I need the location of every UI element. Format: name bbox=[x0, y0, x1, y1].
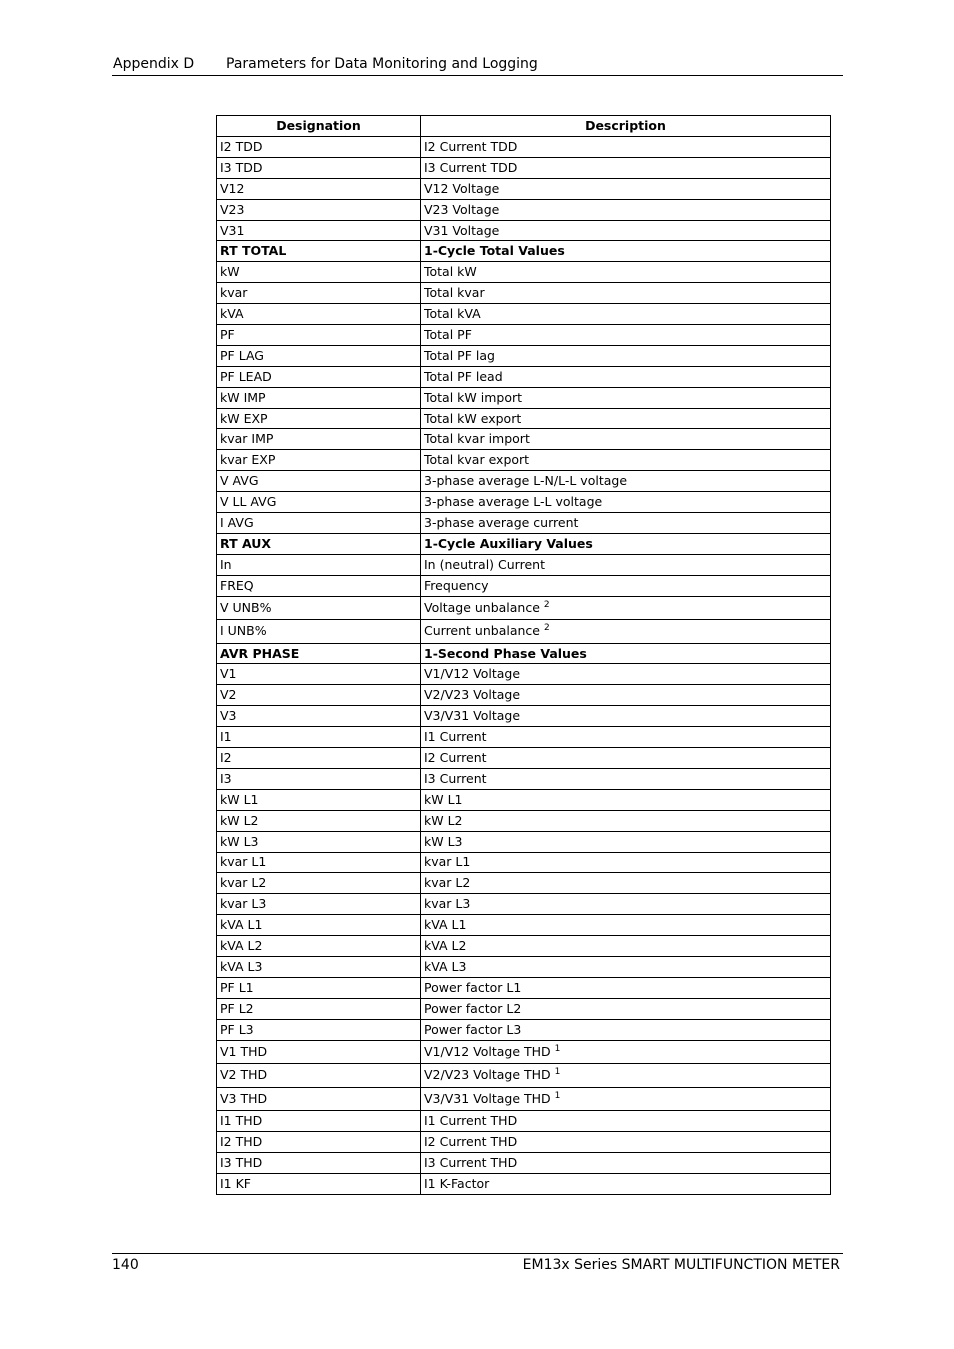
designation-cell: V UNB% bbox=[217, 596, 421, 620]
designation-cell: V3 bbox=[217, 706, 421, 727]
designation-cell: V AVG bbox=[217, 471, 421, 492]
table-row bbox=[217, 1040, 831, 1064]
designation-cell: I1 bbox=[217, 727, 421, 748]
description-cell bbox=[421, 1173, 831, 1194]
description-text: kW L2 bbox=[424, 812, 463, 828]
description-text: I2 Current THD bbox=[424, 1133, 518, 1149]
description-cell bbox=[421, 852, 831, 873]
description-text: V1/V12 Voltage THD bbox=[424, 1043, 551, 1059]
description-cell bbox=[421, 1040, 831, 1064]
section-row bbox=[217, 643, 831, 664]
table-row bbox=[217, 977, 831, 998]
description-cell bbox=[421, 220, 831, 241]
description-cell bbox=[421, 831, 831, 852]
designation-cell: I2 THD bbox=[217, 1131, 421, 1152]
description-cell bbox=[421, 450, 831, 471]
table-row bbox=[217, 831, 831, 852]
description-text: Total kvar bbox=[424, 285, 485, 301]
table-row bbox=[217, 1087, 831, 1111]
table-row bbox=[217, 1111, 831, 1132]
table-row bbox=[217, 727, 831, 748]
description-cell bbox=[421, 178, 831, 199]
description-cell bbox=[421, 1087, 831, 1111]
description-text: Total kW bbox=[424, 264, 477, 280]
description-text: V1/V12 Voltage bbox=[424, 666, 521, 682]
designation-cell: PF LEAD bbox=[217, 366, 421, 387]
description-text: 3-phase average current bbox=[424, 514, 579, 530]
description-text: 1-Cycle Total Values bbox=[424, 243, 565, 259]
description-text: kvar L1 bbox=[424, 854, 471, 870]
designation-cell: V3 THD bbox=[217, 1087, 421, 1111]
designation-cell: kvar bbox=[217, 283, 421, 304]
designation-cell: kvar L2 bbox=[217, 873, 421, 894]
table-row bbox=[217, 1019, 831, 1040]
designation-cell: I AVG bbox=[217, 513, 421, 534]
table-row bbox=[217, 429, 831, 450]
description-cell bbox=[421, 1019, 831, 1040]
description-text: 1-Cycle Auxiliary Values bbox=[424, 535, 593, 551]
description-cell bbox=[421, 977, 831, 998]
description-text: V2/V23 Voltage bbox=[424, 687, 521, 703]
description-text: Total kvar import bbox=[424, 431, 530, 447]
description-cell bbox=[421, 533, 831, 554]
description-cell bbox=[421, 471, 831, 492]
table-row bbox=[217, 325, 831, 346]
table-row bbox=[217, 596, 831, 620]
designation-cell: V LL AVG bbox=[217, 492, 421, 513]
table-row bbox=[217, 492, 831, 513]
footnote-marker: 1 bbox=[554, 1067, 561, 1078]
footnote-marker: 1 bbox=[554, 1090, 561, 1101]
table-row bbox=[217, 450, 831, 471]
description-text: Total kVA bbox=[424, 306, 481, 322]
description-text: 3-phase average L-L voltage bbox=[424, 494, 603, 510]
designation-cell: PF L2 bbox=[217, 998, 421, 1019]
description-cell bbox=[421, 936, 831, 957]
description-text: In (neutral) Current bbox=[424, 556, 545, 572]
description-cell bbox=[421, 956, 831, 977]
table-row bbox=[217, 283, 831, 304]
designation-cell: V2 THD bbox=[217, 1064, 421, 1088]
description-cell bbox=[421, 513, 831, 534]
page-number: 140 bbox=[112, 1257, 139, 1273]
description-cell bbox=[421, 304, 831, 325]
designation-cell: kVA L2 bbox=[217, 936, 421, 957]
designation-cell: V31 bbox=[217, 220, 421, 241]
description-text: Total PF lead bbox=[424, 368, 503, 384]
designation-cell: kW bbox=[217, 262, 421, 283]
table-body bbox=[217, 137, 831, 1195]
description-cell bbox=[421, 575, 831, 596]
designation-cell: kW EXP bbox=[217, 408, 421, 429]
description-text: Total PF bbox=[424, 326, 472, 342]
description-text: Total kvar export bbox=[424, 452, 530, 468]
description-text: I1 K-Factor bbox=[424, 1175, 490, 1191]
designation-cell: kW L2 bbox=[217, 810, 421, 831]
description-text: kvar L3 bbox=[424, 896, 471, 912]
description-cell bbox=[421, 241, 831, 262]
table-row bbox=[217, 1173, 831, 1194]
table-row bbox=[217, 575, 831, 596]
description-text: V31 Voltage bbox=[424, 222, 500, 238]
description-cell bbox=[421, 915, 831, 936]
footnote-marker: 2 bbox=[543, 623, 550, 634]
description-cell bbox=[421, 596, 831, 620]
description-text: I2 Current bbox=[424, 749, 487, 765]
designation-cell: I1 KF bbox=[217, 1173, 421, 1194]
designation-cell: V2 bbox=[217, 685, 421, 706]
description-cell bbox=[421, 664, 831, 685]
table-header-row bbox=[217, 116, 831, 137]
description-cell bbox=[421, 408, 831, 429]
table-row bbox=[217, 137, 831, 158]
description-text: kVA L1 bbox=[424, 917, 467, 933]
description-cell bbox=[421, 345, 831, 366]
description-text: I3 Current bbox=[424, 770, 487, 786]
table-row bbox=[217, 513, 831, 534]
section-row bbox=[217, 533, 831, 554]
description-cell bbox=[421, 157, 831, 178]
designation-cell: V1 THD bbox=[217, 1040, 421, 1064]
description-cell bbox=[421, 1064, 831, 1088]
column-header-description: Description bbox=[421, 116, 831, 137]
table-row bbox=[217, 387, 831, 408]
designation-cell: PF LAG bbox=[217, 345, 421, 366]
description-cell bbox=[421, 199, 831, 220]
designation-cell: I3 TDD bbox=[217, 157, 421, 178]
description-text: kW L1 bbox=[424, 791, 463, 807]
table-row bbox=[217, 304, 831, 325]
designation-cell: PF L3 bbox=[217, 1019, 421, 1040]
parameters-table bbox=[216, 115, 831, 1195]
description-cell bbox=[421, 998, 831, 1019]
column-header-designation: Designation bbox=[217, 116, 421, 137]
description-text: V3/V31 Voltage bbox=[424, 708, 521, 724]
description-text: 3-phase average L-N/L-L voltage bbox=[424, 473, 628, 489]
table-row bbox=[217, 1152, 831, 1173]
description-cell bbox=[421, 1131, 831, 1152]
table-row bbox=[217, 810, 831, 831]
description-cell bbox=[421, 727, 831, 748]
chapter-title: Parameters for Data Monitoring and Logging bbox=[226, 56, 538, 72]
designation-cell: FREQ bbox=[217, 575, 421, 596]
designation-cell: kvar EXP bbox=[217, 450, 421, 471]
designation-cell: kW L3 bbox=[217, 831, 421, 852]
table-row bbox=[217, 894, 831, 915]
designation-cell: I3 THD bbox=[217, 1152, 421, 1173]
description-text: I3 Current TDD bbox=[424, 159, 518, 175]
footnote-marker: 2 bbox=[543, 599, 550, 610]
designation-cell: RT AUX bbox=[217, 533, 421, 554]
description-text: Power factor L3 bbox=[424, 1021, 522, 1037]
designation-cell: I2 bbox=[217, 748, 421, 769]
product-name: EM13x Series SMART MULTIFUNCTION METER bbox=[522, 1257, 840, 1273]
table-row bbox=[217, 1131, 831, 1152]
table-row bbox=[217, 998, 831, 1019]
table-row bbox=[217, 852, 831, 873]
description-cell bbox=[421, 768, 831, 789]
table-row bbox=[217, 873, 831, 894]
description-text: I1 Current bbox=[424, 729, 487, 745]
description-text: V3/V31 Voltage THD bbox=[424, 1090, 551, 1106]
table-row bbox=[217, 789, 831, 810]
table-row bbox=[217, 220, 831, 241]
table-row bbox=[217, 157, 831, 178]
designation-cell: RT TOTAL bbox=[217, 241, 421, 262]
description-text: kVA L2 bbox=[424, 938, 467, 953]
page-header bbox=[112, 55, 843, 76]
description-text: Total PF lag bbox=[424, 347, 495, 363]
table-row bbox=[217, 178, 831, 199]
description-text: kVA L3 bbox=[424, 958, 467, 974]
description-cell bbox=[421, 748, 831, 769]
description-cell bbox=[421, 706, 831, 727]
designation-cell: kvar L3 bbox=[217, 894, 421, 915]
description-cell bbox=[421, 554, 831, 575]
description-text: Total kW export bbox=[424, 410, 522, 426]
description-cell bbox=[421, 492, 831, 513]
description-cell bbox=[421, 789, 831, 810]
description-cell bbox=[421, 387, 831, 408]
table-row bbox=[217, 471, 831, 492]
designation-cell: In bbox=[217, 554, 421, 575]
designation-cell: V12 bbox=[217, 178, 421, 199]
chapter-label: Appendix D bbox=[113, 56, 195, 72]
table-row bbox=[217, 664, 831, 685]
description-text: I1 Current THD bbox=[424, 1112, 518, 1128]
designation-cell: I UNB% bbox=[217, 620, 421, 644]
description-text: Current unbalance bbox=[424, 623, 540, 639]
description-text: V2/V23 Voltage THD bbox=[424, 1067, 551, 1083]
designation-cell: kvar IMP bbox=[217, 429, 421, 450]
description-cell bbox=[421, 1111, 831, 1132]
table-row bbox=[217, 685, 831, 706]
description-cell bbox=[421, 429, 831, 450]
designation-cell: V23 bbox=[217, 199, 421, 220]
designation-cell: kW L1 bbox=[217, 789, 421, 810]
description-cell bbox=[421, 137, 831, 158]
designation-cell: kVA L1 bbox=[217, 915, 421, 936]
table-row bbox=[217, 1064, 831, 1088]
designation-cell: I1 THD bbox=[217, 1111, 421, 1132]
table-row bbox=[217, 199, 831, 220]
designation-cell: PF L1 bbox=[217, 977, 421, 998]
designation-cell: PF bbox=[217, 325, 421, 346]
table-row bbox=[217, 262, 831, 283]
table-row bbox=[217, 915, 831, 936]
description-cell bbox=[421, 894, 831, 915]
description-text: kW L3 bbox=[424, 833, 463, 849]
designation-cell: kVA L3 bbox=[217, 956, 421, 977]
table-row bbox=[217, 366, 831, 387]
table-row bbox=[217, 345, 831, 366]
table-row bbox=[217, 554, 831, 575]
description-text: Total kW import bbox=[424, 389, 523, 405]
description-text: Power factor L2 bbox=[424, 1000, 522, 1016]
description-text: V12 Voltage bbox=[424, 180, 500, 196]
designation-cell: kVA bbox=[217, 304, 421, 325]
description-text: V23 Voltage bbox=[424, 201, 500, 217]
description-cell bbox=[421, 366, 831, 387]
table-row bbox=[217, 936, 831, 957]
table-row bbox=[217, 748, 831, 769]
designation-cell: kvar L1 bbox=[217, 852, 421, 873]
description-cell bbox=[421, 620, 831, 644]
description-cell bbox=[421, 1152, 831, 1173]
designation-cell: I2 TDD bbox=[217, 137, 421, 158]
description-text: Power factor L1 bbox=[424, 979, 522, 995]
description-cell bbox=[421, 685, 831, 706]
description-text: 1-Second Phase Values bbox=[424, 645, 587, 661]
designation-cell: I3 bbox=[217, 768, 421, 789]
description-text: Voltage unbalance bbox=[424, 599, 540, 615]
description-cell bbox=[421, 810, 831, 831]
footnote-marker: 1 bbox=[554, 1043, 561, 1054]
description-cell bbox=[421, 873, 831, 894]
description-cell bbox=[421, 643, 831, 664]
section-row bbox=[217, 241, 831, 262]
designation-cell: AVR PHASE bbox=[217, 643, 421, 664]
table-row bbox=[217, 706, 831, 727]
designation-cell: V1 bbox=[217, 664, 421, 685]
description-text: I3 Current THD bbox=[424, 1154, 518, 1170]
description-cell bbox=[421, 283, 831, 304]
description-text: Frequency bbox=[424, 577, 489, 593]
table-row bbox=[217, 768, 831, 789]
table-row bbox=[217, 956, 831, 977]
description-cell bbox=[421, 262, 831, 283]
table-row bbox=[217, 408, 831, 429]
table-row bbox=[217, 620, 831, 644]
description-cell bbox=[421, 325, 831, 346]
description-text: kvar L2 bbox=[424, 875, 471, 891]
designation-cell: kW IMP bbox=[217, 387, 421, 408]
page-footer bbox=[112, 1253, 843, 1277]
description-text: I2 Current TDD bbox=[424, 138, 518, 154]
